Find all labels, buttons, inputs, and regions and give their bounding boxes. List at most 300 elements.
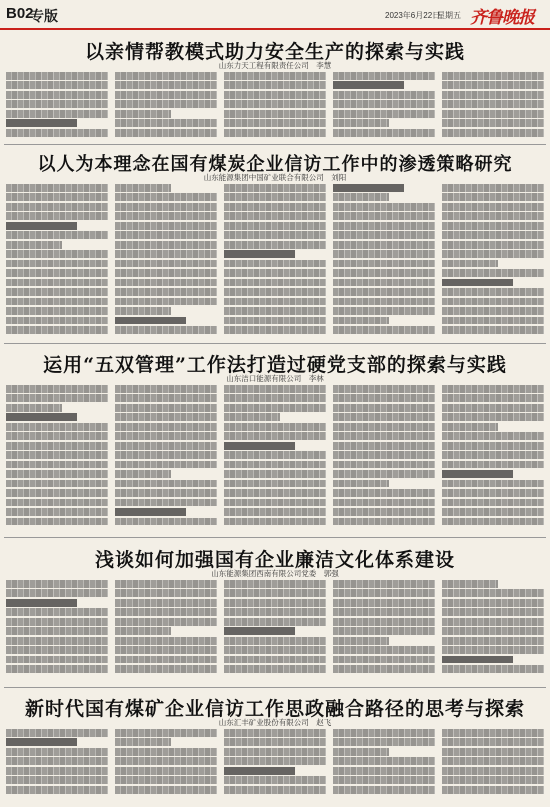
text-line <box>224 599 326 607</box>
text-line <box>224 298 326 306</box>
issue-date: 2023年6月22日 <box>385 11 441 20</box>
text-line <box>333 307 435 315</box>
text-line <box>333 231 435 239</box>
text-line <box>333 656 435 664</box>
article-5-column <box>333 729 435 803</box>
text-line <box>115 231 217 239</box>
text-line <box>224 119 326 127</box>
text-line <box>442 317 544 325</box>
text-line <box>115 423 217 431</box>
text-line <box>6 72 108 80</box>
text-line <box>224 451 326 459</box>
text-line <box>333 738 435 746</box>
text-line <box>224 499 326 507</box>
text-line <box>6 627 108 635</box>
text-line <box>442 222 544 230</box>
text-line <box>442 499 544 507</box>
article-2-byline: 山东能源集团中国矿业联合有限公司 刘阳 <box>203 173 347 182</box>
text-line <box>115 757 217 765</box>
page-number: B02 <box>6 5 34 22</box>
text-line <box>115 241 217 249</box>
text-line <box>115 776 217 784</box>
article-divider <box>4 144 546 145</box>
text-line <box>224 317 326 325</box>
text-line <box>333 786 435 794</box>
text-line <box>333 776 435 784</box>
text-line <box>224 637 326 645</box>
text-line <box>6 729 108 737</box>
article-1-title: 以亲情帮教模式助力安全生产的探索与实践 <box>84 41 465 63</box>
text-line <box>6 317 108 325</box>
text-line <box>115 646 217 654</box>
text-line <box>224 72 326 80</box>
text-line <box>442 757 544 765</box>
text-line <box>224 518 326 526</box>
text-line <box>442 413 544 421</box>
text-line <box>333 599 435 607</box>
text-line <box>115 119 217 127</box>
text-line <box>224 212 326 220</box>
text-line <box>333 72 435 80</box>
text-line <box>6 119 77 127</box>
text-line <box>333 298 435 306</box>
text-line <box>115 317 186 325</box>
text-line <box>6 461 108 469</box>
text-line <box>333 518 435 526</box>
text-line <box>442 470 513 478</box>
text-line <box>442 748 544 756</box>
text-line <box>333 91 435 99</box>
text-line <box>6 250 108 258</box>
text-line <box>224 326 326 334</box>
text-line <box>6 385 108 393</box>
article-2-body <box>6 184 544 339</box>
text-line <box>442 656 513 664</box>
text-line <box>6 786 108 794</box>
text-line <box>115 110 171 118</box>
text-line <box>115 184 171 192</box>
text-line <box>224 461 326 469</box>
text-line <box>224 665 326 673</box>
text-line <box>6 442 108 450</box>
text-line <box>224 413 280 421</box>
text-line <box>333 627 435 635</box>
article-2-column <box>224 184 326 339</box>
text-line <box>333 508 435 516</box>
text-line <box>115 665 217 673</box>
article-1-column <box>442 72 544 140</box>
text-line <box>6 307 108 315</box>
text-line <box>442 646 544 654</box>
article-4-column <box>224 580 326 683</box>
text-line <box>442 241 544 249</box>
text-line <box>442 100 544 108</box>
text-line <box>6 748 108 756</box>
text-line <box>442 665 544 673</box>
text-line <box>442 442 544 450</box>
text-line <box>224 203 326 211</box>
text-line <box>6 288 108 296</box>
article-5-column <box>115 729 217 803</box>
text-line <box>6 470 108 478</box>
text-line <box>442 786 544 794</box>
text-line <box>442 260 498 268</box>
text-line <box>442 81 544 89</box>
text-line <box>115 608 217 616</box>
text-line <box>6 269 108 277</box>
text-line <box>6 91 108 99</box>
text-line <box>115 269 217 277</box>
text-line <box>333 608 435 616</box>
article-5-title: 新时代国有煤矿企业信访工作思政融合路径的思考与探索 <box>24 698 525 720</box>
text-line <box>6 767 108 775</box>
text-line <box>224 231 326 239</box>
text-line <box>224 100 326 108</box>
text-line <box>224 250 295 258</box>
text-line <box>6 738 77 746</box>
text-line <box>6 404 62 412</box>
text-line <box>6 776 108 784</box>
text-line <box>442 110 544 118</box>
text-line <box>6 184 108 192</box>
text-line <box>6 423 108 431</box>
text-line <box>115 738 171 746</box>
article-3-column <box>115 385 217 533</box>
text-line <box>224 508 326 516</box>
text-line <box>6 222 77 230</box>
text-line <box>442 423 498 431</box>
article-5-byline: 山东汇丰矿业股份有限公司 赵飞 <box>218 718 332 727</box>
text-line <box>115 767 217 775</box>
article-1-body <box>6 72 544 140</box>
text-line <box>115 326 217 334</box>
text-line <box>333 646 435 654</box>
article-divider <box>4 537 546 538</box>
article-2-column <box>115 184 217 339</box>
text-line <box>115 288 217 296</box>
text-line <box>442 637 544 645</box>
text-line <box>6 432 108 440</box>
text-line <box>224 241 326 249</box>
text-line <box>115 656 217 664</box>
text-line <box>442 250 544 258</box>
text-line <box>224 91 326 99</box>
text-line <box>333 222 435 230</box>
text-line <box>115 72 217 80</box>
text-line <box>6 580 108 588</box>
text-line <box>442 461 544 469</box>
text-line <box>6 608 108 616</box>
article-divider <box>4 687 546 688</box>
text-line <box>442 129 544 137</box>
text-line <box>115 580 217 588</box>
text-line <box>333 489 435 497</box>
text-line <box>224 656 326 664</box>
text-line <box>115 508 186 516</box>
text-line <box>333 326 435 334</box>
text-line <box>442 72 544 80</box>
text-line <box>115 394 217 402</box>
text-line <box>115 451 217 459</box>
text-line <box>333 129 435 137</box>
text-line <box>442 518 544 526</box>
text-line <box>224 786 326 794</box>
article-2-column <box>333 184 435 339</box>
text-line <box>115 413 217 421</box>
text-line <box>115 404 217 412</box>
text-line <box>224 748 326 756</box>
text-line <box>224 279 326 287</box>
text-line <box>115 385 217 393</box>
text-line <box>224 470 326 478</box>
text-line <box>6 499 108 507</box>
text-line <box>115 432 217 440</box>
text-line <box>6 298 108 306</box>
text-line <box>442 776 544 784</box>
text-line <box>6 394 108 402</box>
text-line <box>6 508 108 516</box>
text-line <box>442 480 544 488</box>
text-line <box>115 748 217 756</box>
text-line <box>333 250 435 258</box>
text-line <box>333 748 389 756</box>
article-3-column <box>333 385 435 533</box>
masthead-logo: 齐鲁晚报 <box>470 8 534 28</box>
text-line <box>333 413 435 421</box>
text-line <box>115 91 217 99</box>
article-2-column <box>442 184 544 339</box>
text-line <box>115 489 217 497</box>
text-line <box>333 432 435 440</box>
text-line <box>115 298 217 306</box>
text-line <box>442 618 544 626</box>
text-line <box>115 250 217 258</box>
text-line <box>333 451 435 459</box>
text-line <box>6 489 108 497</box>
text-line <box>333 580 435 588</box>
text-line <box>442 307 544 315</box>
text-line <box>115 100 217 108</box>
text-line <box>6 757 108 765</box>
text-line <box>333 193 389 201</box>
text-line <box>115 442 217 450</box>
text-line <box>224 627 295 635</box>
text-line <box>115 461 217 469</box>
article-divider <box>4 343 546 344</box>
article-5-column <box>6 729 108 803</box>
text-line <box>224 222 326 230</box>
text-line <box>442 508 544 516</box>
article-1-column <box>115 72 217 140</box>
text-line <box>224 480 326 488</box>
article-3-byline: 山东洁口能源有限公司 李林 <box>226 374 324 383</box>
text-line <box>333 729 435 737</box>
text-line <box>333 119 389 127</box>
text-line <box>333 288 435 296</box>
article-5-column <box>224 729 326 803</box>
article-4-column <box>442 580 544 683</box>
text-line <box>333 470 435 478</box>
text-line <box>333 269 435 277</box>
text-line <box>442 288 544 296</box>
text-line <box>115 203 217 211</box>
text-line <box>442 394 544 402</box>
text-line <box>333 665 435 673</box>
text-line <box>6 326 108 334</box>
text-line <box>6 665 108 673</box>
text-line <box>442 608 544 616</box>
text-line <box>442 432 544 440</box>
text-line <box>115 618 217 626</box>
section-name: 专版 <box>30 8 58 24</box>
text-line <box>442 738 544 746</box>
text-line <box>6 599 77 607</box>
article-4-body <box>6 580 544 683</box>
text-line <box>442 326 544 334</box>
text-line <box>333 394 435 402</box>
text-line <box>224 646 326 654</box>
article-3-column <box>442 385 544 533</box>
article-3-column <box>6 385 108 533</box>
text-line <box>442 193 544 201</box>
text-line <box>6 231 108 239</box>
text-line <box>224 580 326 588</box>
text-line <box>6 413 77 421</box>
article-2-column <box>6 184 108 339</box>
text-line <box>115 279 217 287</box>
text-line <box>333 184 404 192</box>
text-line <box>6 81 108 89</box>
text-line <box>442 385 544 393</box>
text-line <box>333 480 389 488</box>
text-line <box>333 385 435 393</box>
text-line <box>115 222 217 230</box>
text-line <box>442 269 544 277</box>
text-line <box>333 423 435 431</box>
text-line <box>333 279 435 287</box>
text-line <box>115 589 217 597</box>
text-line <box>333 212 435 220</box>
text-line <box>6 518 108 526</box>
article-3-column <box>224 385 326 533</box>
article-4-byline: 山东能源集团西南有限公司党委 郭强 <box>211 569 339 578</box>
text-line <box>442 404 544 412</box>
text-line <box>224 269 326 277</box>
text-line <box>224 767 295 775</box>
text-line <box>6 193 108 201</box>
text-line <box>115 129 217 137</box>
text-line <box>442 119 544 127</box>
text-line <box>442 767 544 775</box>
text-line <box>115 599 217 607</box>
text-line <box>442 279 513 287</box>
text-line <box>224 729 326 737</box>
text-line <box>442 451 544 459</box>
text-line <box>333 618 435 626</box>
text-line <box>6 451 108 459</box>
text-line <box>6 100 108 108</box>
text-line <box>333 499 435 507</box>
text-line <box>6 260 108 268</box>
text-line <box>115 307 171 315</box>
text-line <box>6 279 108 287</box>
text-line <box>6 656 108 664</box>
text-line <box>442 599 544 607</box>
text-line <box>442 729 544 737</box>
text-line <box>6 618 108 626</box>
text-line <box>224 738 326 746</box>
text-line <box>224 260 326 268</box>
article-1-column <box>6 72 108 140</box>
text-line <box>333 203 435 211</box>
text-line <box>442 489 544 497</box>
text-line <box>442 231 544 239</box>
text-line <box>333 260 435 268</box>
article-4-title: 浅谈如何加强国有企业廉洁文化体系建设 <box>94 549 455 571</box>
text-line <box>6 480 108 488</box>
text-line <box>6 646 108 654</box>
text-line <box>333 637 389 645</box>
text-line <box>6 241 62 249</box>
text-line <box>115 786 217 794</box>
text-line <box>224 129 326 137</box>
text-line <box>224 589 326 597</box>
text-line <box>6 129 108 137</box>
text-line <box>115 499 217 507</box>
text-line <box>442 589 544 597</box>
text-line <box>442 580 498 588</box>
text-line <box>224 442 295 450</box>
article-4-column <box>6 580 108 683</box>
text-line <box>224 757 326 765</box>
article-1-column <box>333 72 435 140</box>
text-line <box>224 307 326 315</box>
text-line <box>224 193 326 201</box>
text-line <box>115 627 171 635</box>
text-line <box>115 260 217 268</box>
text-line <box>115 637 217 645</box>
text-line <box>6 589 108 597</box>
text-line <box>333 461 435 469</box>
text-line <box>442 212 544 220</box>
article-2-title: 以人为本理念在国有煤炭企业信访工作中的渗透策略研究 <box>37 154 513 175</box>
text-line <box>6 110 108 118</box>
article-3-title: 运用“五双管理”工作法打造过硬党支部的探索与实践 <box>43 354 507 376</box>
text-line <box>442 184 544 192</box>
text-line <box>115 81 217 89</box>
text-line <box>224 404 326 412</box>
text-line <box>6 212 108 220</box>
text-line <box>115 470 171 478</box>
text-line <box>224 110 326 118</box>
text-line <box>333 241 435 249</box>
text-line <box>333 404 435 412</box>
text-line <box>442 91 544 99</box>
text-line <box>224 432 326 440</box>
text-line <box>224 288 326 296</box>
issue-weekday: 星期五 <box>437 11 461 20</box>
text-line <box>115 193 217 201</box>
article-3-body <box>6 385 544 533</box>
text-line <box>333 589 435 597</box>
text-line <box>115 518 217 526</box>
text-line <box>224 81 326 89</box>
text-line <box>224 608 326 616</box>
article-5-body <box>6 729 544 803</box>
text-line <box>224 423 326 431</box>
text-line <box>224 776 326 784</box>
text-line <box>442 203 544 211</box>
